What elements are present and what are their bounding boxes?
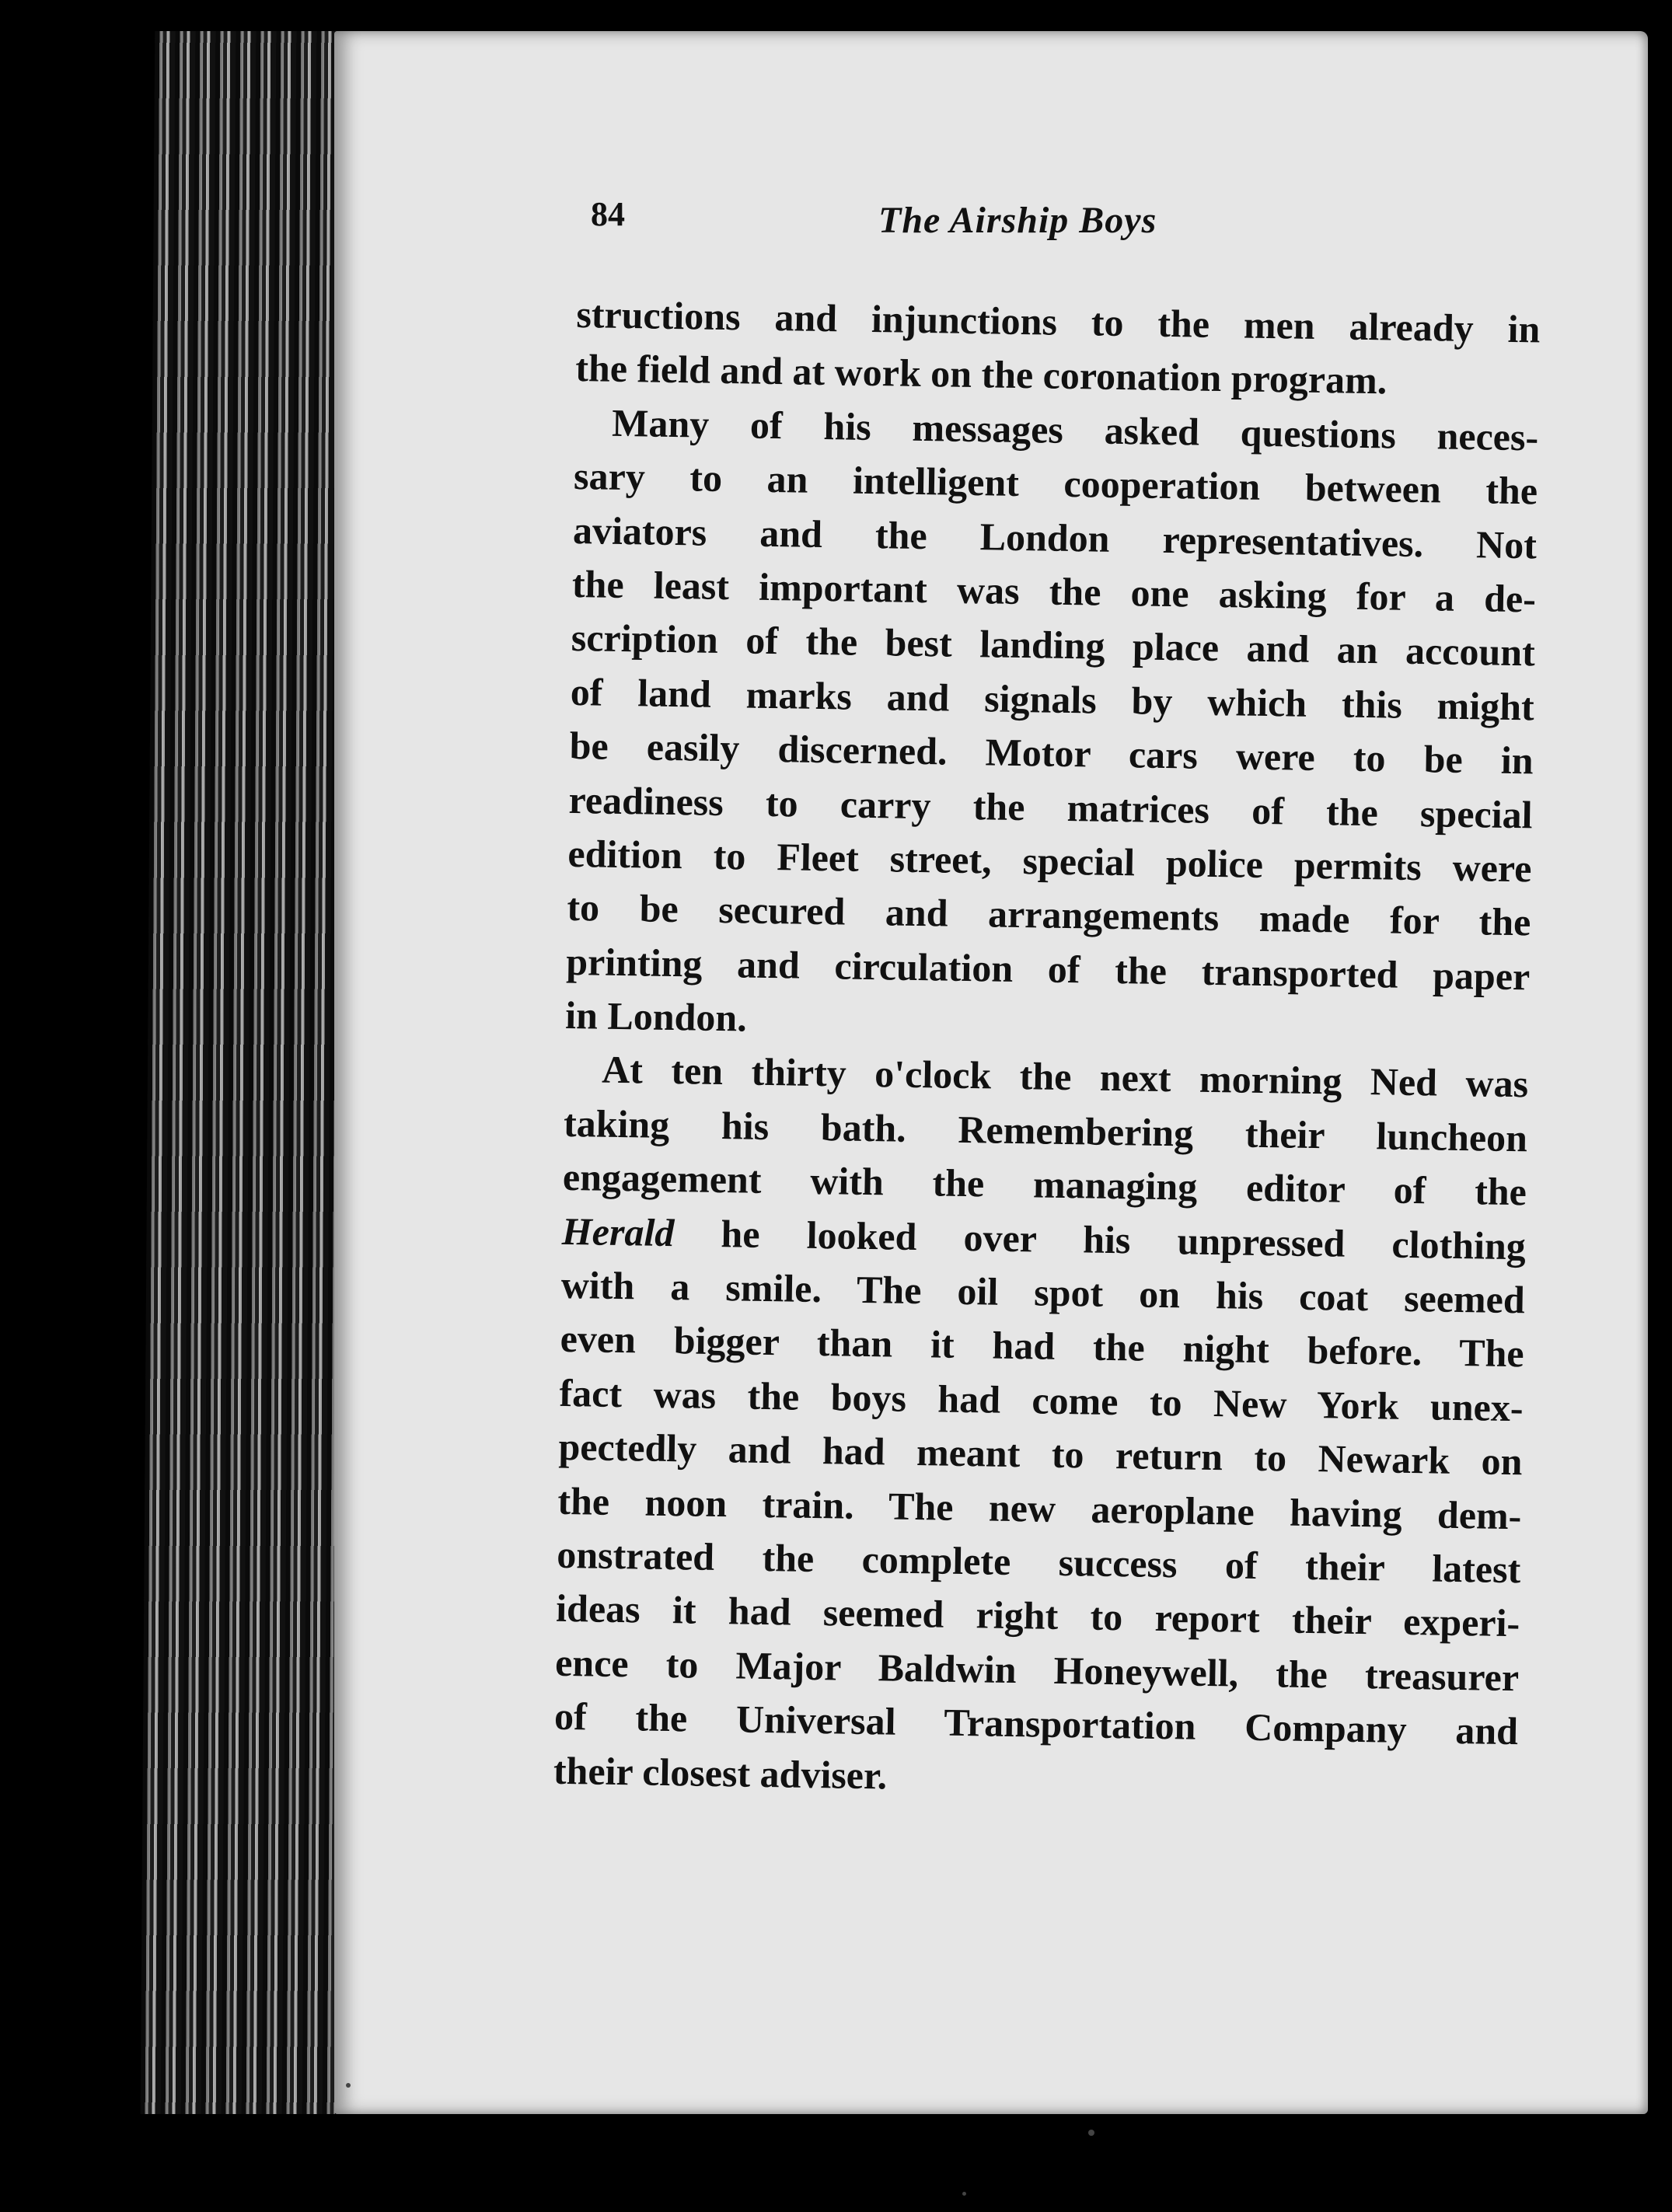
text-line: of land marks and signals by which this might [570,669,1535,729]
text-line: pectedly and had meant to return to Newark on [558,1425,1523,1484]
text-line: scription of the best landing place and an account [571,616,1536,675]
text-line: Many of his messages asked questions neces- [611,400,1539,459]
text-line: At ten thirty o'clock the next morning Ned was [601,1048,1529,1106]
text-line: printing and circulation of the transported paper [565,939,1531,999]
book-title: The Airship Boys [878,200,1157,241]
text-line: structions and injunctions to the men already in [576,291,1541,351]
text-line: the least important was the one asking for a de- [571,561,1537,621]
text-line: ence to Major Baldwin Honeywell, the treasurer [554,1640,1520,1700]
text-line: to be secured and arrangements made for the [567,885,1531,944]
scan-speck [346,2083,351,2088]
text-line: with a smile. The oil spot on his coat seemed [560,1262,1526,1322]
text-line: fact was the boys had come to New York unex- [559,1370,1524,1430]
running-head [591,194,1259,256]
text-line: onstrated the complete success of their latest [556,1532,1521,1592]
page-number: 84 [591,195,625,233]
scan-speck [1088,2130,1094,2136]
text-line: sary to an intelligent cooperation between the [573,454,1538,513]
text-line: be easily discerned. Motor cars were to be in [569,724,1534,783]
text-line: ideas it had seemed right to report their experi- [555,1586,1520,1645]
text-line: even bigger than it had the night before. The [560,1317,1525,1376]
text-line: engagement with the managing editor of the [562,1155,1527,1214]
italic-newspaper-name: Herald [561,1209,675,1254]
text-line: aviators and the London representatives. Not [572,508,1538,567]
text-line-rest: he looked over his unpressed clothing [721,1211,1527,1268]
text-line: in London. [564,993,748,1040]
text-line: their closest adviser. [553,1748,888,1798]
text-line: edition to Fleet street, special police permits were [567,831,1532,891]
book-page-edges [141,31,350,2114]
text-line: readiness to carry the matrices of the special [568,777,1533,836]
text-line: taking his bath. Remembering their luncheon [563,1101,1528,1160]
scan-speck [962,2192,966,2196]
text-line: the noon train. The new aeroplane having dem- [557,1478,1522,1537]
text-line: the field and at work on the coronation program. [574,346,1388,403]
text-line: of the Universal Transportation Company and [553,1694,1519,1753]
body-text [553,288,1540,1813]
